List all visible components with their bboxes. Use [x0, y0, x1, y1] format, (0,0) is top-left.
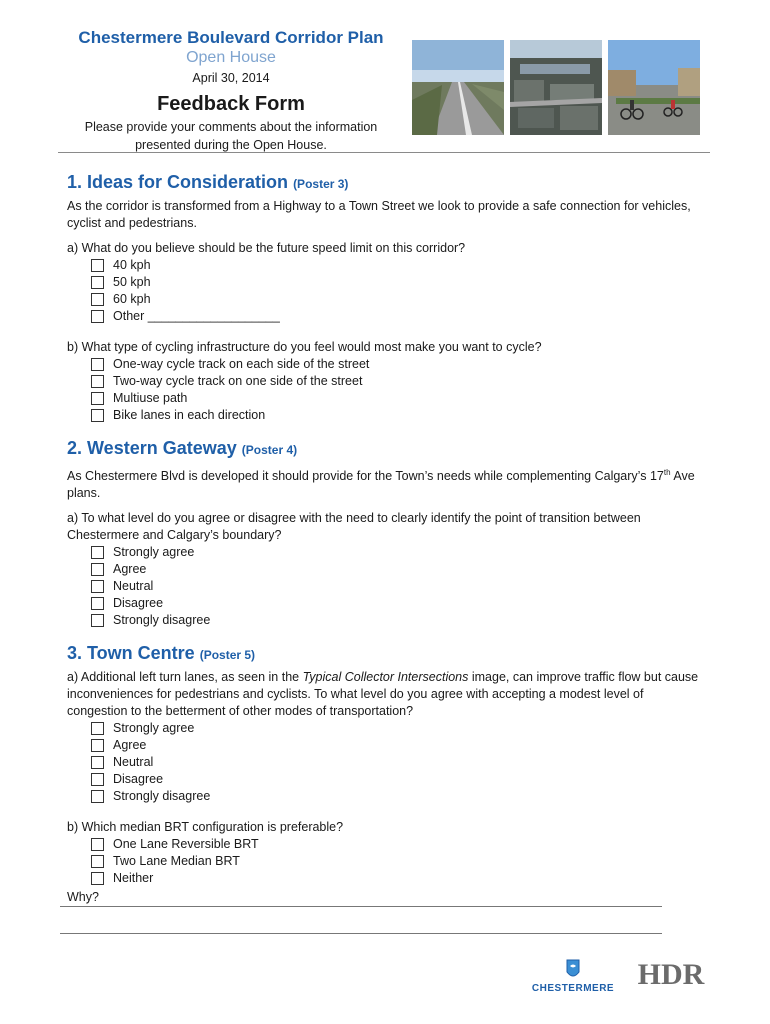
option-label: Strongly disagree	[113, 613, 211, 628]
question-text: a) Additional left turn lanes, as seen in the	[67, 670, 303, 685]
checkbox[interactable]	[91, 563, 104, 576]
option-label: Agree	[113, 562, 147, 577]
option-40-kph[interactable]	[67, 257, 707, 274]
description-text: As Chestermere Blvd is developed it should provide for the Town’s needs while complementing Calgary’s 17	[67, 469, 664, 484]
checkbox[interactable]	[91, 409, 104, 422]
option-label: Multiuse path	[113, 391, 188, 405]
option-label: Bike lanes in each direction	[113, 408, 266, 422]
option-bike-lanes[interactable]	[67, 407, 707, 424]
intro-line-2: presented during the Open House.	[135, 138, 327, 152]
why-answer-line-2[interactable]	[60, 933, 662, 934]
option-label: Agree	[113, 738, 147, 753]
question-emphasis: Typical Collector Intersections	[302, 670, 469, 685]
option-neutral[interactable]	[67, 754, 707, 771]
section-1-heading	[67, 170, 707, 196]
option-disagree[interactable]	[67, 771, 707, 788]
option-label: Disagree	[113, 596, 164, 611]
checkbox[interactable]	[91, 375, 104, 388]
option-label: One-way cycle track on each side of the street	[113, 357, 370, 371]
chestermere-emblem-icon	[563, 958, 583, 982]
checkbox[interactable]	[91, 259, 104, 272]
option-label: Strongly agree	[113, 721, 195, 736]
why-label: Why?	[67, 890, 99, 905]
option-agree[interactable]	[67, 561, 707, 578]
option-label: Other ___________________	[113, 309, 280, 323]
hdr-logo: HDR	[637, 958, 705, 991]
section-3-poster: (Poster 5)	[199, 648, 256, 663]
brt-question: b) Which median BRT configuration is preferable?	[67, 820, 344, 835]
option-label: Strongly agree	[113, 545, 195, 560]
option-disagree[interactable]	[67, 595, 707, 612]
section-2-poster: (Poster 4)	[241, 443, 298, 457]
option-two-way-track[interactable]	[67, 373, 707, 390]
speed-limit-options	[67, 257, 707, 325]
checkbox[interactable]	[91, 310, 104, 323]
option-strongly-disagree[interactable]	[67, 788, 707, 805]
option-reversible-brt[interactable]	[67, 836, 707, 853]
checkbox[interactable]	[91, 722, 104, 735]
checkbox[interactable]	[91, 546, 104, 559]
congestion-options	[67, 720, 707, 805]
checkbox[interactable]	[91, 293, 104, 306]
section-1-poster: (Poster 3)	[293, 177, 349, 191]
checkbox[interactable]	[91, 597, 104, 610]
section-3-heading	[67, 641, 707, 667]
section-1-title: 1. Ideas for Consideration	[67, 172, 289, 192]
checkbox[interactable]	[91, 739, 104, 752]
checkbox[interactable]	[91, 392, 104, 405]
option-label: Disagree	[113, 772, 164, 787]
transition-options	[67, 544, 707, 629]
section-2-heading	[67, 436, 707, 462]
option-label: Neither	[113, 871, 154, 886]
cycling-question: b) What type of cycling infrastructure do you feel would most make you want to cycle?	[67, 340, 542, 354]
option-neither[interactable]	[67, 870, 707, 887]
option-label: Strongly disagree	[113, 789, 211, 804]
brt-options	[67, 836, 707, 887]
option-strongly-disagree[interactable]	[67, 612, 707, 629]
cycling-options	[67, 356, 707, 424]
option-label: Two Lane Median BRT	[113, 854, 240, 869]
option-label: Two-way cycle track on one side of the street	[113, 374, 363, 388]
option-neutral[interactable]	[67, 578, 707, 595]
checkbox[interactable]	[91, 580, 104, 593]
form-header	[56, 28, 406, 153]
option-one-way-track[interactable]	[67, 356, 707, 373]
option-median-brt[interactable]	[67, 853, 707, 870]
description-text-end: Ave plans.	[67, 469, 695, 501]
option-label: One Lane Reversible BRT	[113, 837, 259, 852]
option-other[interactable]	[67, 308, 707, 325]
header-divider	[58, 152, 710, 153]
option-label: 50 kph	[113, 275, 151, 289]
checkbox[interactable]	[91, 773, 104, 786]
option-agree[interactable]	[67, 737, 707, 754]
checkbox[interactable]	[91, 358, 104, 371]
corridor-road-photo	[412, 40, 504, 135]
question-text-end: image, can improve traffic flow but cause inconveniences for pedestrians and cyclists. To what level do you agree with accepting a modest level of congestion to the betterment of other modes of transportation?	[67, 670, 699, 719]
option-multiuse-path[interactable]	[67, 390, 707, 407]
option-60-kph[interactable]	[67, 291, 707, 308]
option-label: Neutral	[113, 579, 154, 594]
transition-question: a) To what level do you agree or disagree with the need to clearly identify the point of transition between Chestermere and Calgary’s boundary?	[67, 511, 641, 543]
ordinal-suffix: th	[663, 468, 671, 477]
option-label: 60 kph	[113, 292, 151, 306]
aerial-town-photo	[510, 40, 602, 135]
section-1-description: As the corridor is transformed from a Highway to a Town Street we look to provide a safe connection for vehicles, cyclist and pedestrians.	[67, 199, 691, 230]
intro-line-1: Please provide your comments about the information	[84, 120, 378, 134]
checkbox[interactable]	[91, 276, 104, 289]
checkbox[interactable]	[91, 855, 104, 868]
speed-limit-question: a) What do you believe should be the future speed limit on this corridor?	[67, 241, 466, 255]
option-50-kph[interactable]	[67, 274, 707, 291]
form-body	[67, 170, 707, 906]
form-title: Feedback Form	[157, 93, 305, 115]
event-subtitle: Open House	[186, 49, 276, 66]
option-strongly-agree[interactable]	[67, 544, 707, 561]
street-cyclists-photo	[608, 40, 700, 135]
plan-title: Chestermere Boulevard Corridor Plan	[78, 28, 384, 47]
option-strongly-agree[interactable]	[67, 720, 707, 737]
section-2-description	[67, 464, 707, 502]
checkbox[interactable]	[91, 790, 104, 803]
checkbox[interactable]	[91, 872, 104, 885]
checkbox[interactable]	[91, 756, 104, 769]
section-2-title: 2. Western Gateway	[67, 438, 237, 458]
section-3-title: 3. Town Centre	[67, 643, 195, 664]
checkbox[interactable]	[91, 614, 104, 627]
chestermere-logo	[520, 958, 626, 994]
congestion-question	[67, 669, 707, 720]
event-date: April 30, 2014	[192, 71, 270, 85]
option-label: Neutral	[113, 755, 154, 770]
chestermere-logo-text: CHESTERMERE	[531, 983, 615, 994]
checkbox[interactable]	[91, 838, 104, 851]
why-answer-line-1[interactable]	[60, 906, 662, 907]
option-label: 40 kph	[113, 258, 151, 272]
